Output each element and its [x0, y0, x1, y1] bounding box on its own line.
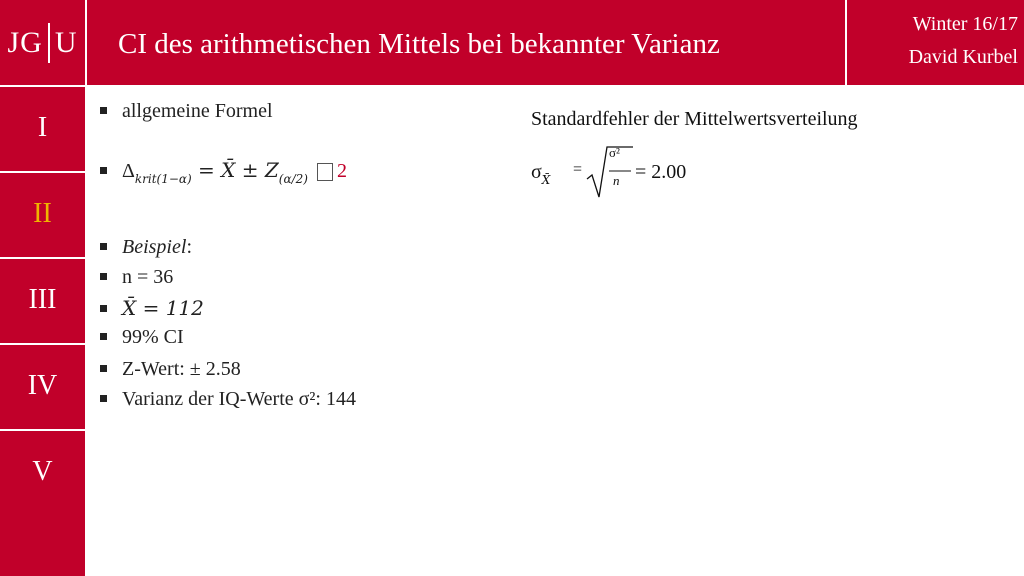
example-colon: :: [186, 236, 192, 258]
variance-value: Varianz der IQ-Werte σ²: 144: [122, 388, 356, 410]
z-value: Z-Wert: ± 2.58: [122, 358, 241, 380]
formula-red-digit: 2: [336, 160, 347, 182]
list-item: [100, 296, 204, 321]
formula-body: = X̄ ± Z: [191, 158, 279, 182]
jgu-logo: [0, 0, 85, 85]
standard-error-heading: Standardfehler der Mittelwertsverteilung: [531, 108, 858, 130]
list-item: [100, 266, 173, 289]
header-divider: [85, 0, 87, 85]
sidebar-nav: [0, 85, 85, 576]
delta-symbol: Δ: [122, 160, 135, 182]
n-value: n = 36: [122, 266, 174, 288]
author-label: David Kurbel: [908, 46, 1018, 68]
missing-glyph-box: [317, 163, 333, 181]
z-subscript: (α/2): [278, 172, 308, 186]
result-value: = 2.00: [635, 161, 687, 183]
header-bar: [0, 0, 1024, 85]
fraction-numerator: σ²: [609, 145, 620, 160]
list-item: [100, 388, 356, 411]
list-item: [100, 358, 241, 381]
sidebar-item-3[interactable]: III: [0, 257, 85, 341]
sigma-subscript: X̄: [541, 173, 551, 187]
example-label: Beispiel: [122, 236, 187, 258]
ci-value: 99% CI: [122, 326, 184, 348]
sidebar-item-2[interactable]: II: [0, 171, 85, 255]
term-label: Winter 16/17: [912, 13, 1018, 35]
list-item: [100, 100, 273, 123]
mean-value: X̄ = 112: [122, 296, 204, 320]
sidebar-item-1[interactable]: I: [0, 85, 85, 169]
equals-sign: =: [573, 161, 583, 178]
list-item-formula: [100, 158, 347, 186]
formula-subscript: krit(1−α): [134, 172, 192, 186]
sidebar-item-5[interactable]: V: [0, 429, 85, 513]
sigma-label: σ: [531, 161, 542, 183]
slide-meta: [848, 8, 1018, 74]
list-item: [100, 236, 192, 259]
sidebar-item-4[interactable]: IV: [0, 343, 85, 427]
list-item: [100, 326, 184, 349]
fraction-denominator: n: [613, 173, 620, 188]
slide-title: CI des arithmetischen Mittels bei bekannter Varianz: [118, 28, 720, 60]
formula-label: allgemeine Formel: [122, 100, 273, 122]
logo-text-left: JG: [7, 25, 43, 59]
logo-text-right: U: [54, 25, 78, 59]
header-divider: [845, 0, 847, 85]
sigma-symbol: [531, 161, 551, 187]
